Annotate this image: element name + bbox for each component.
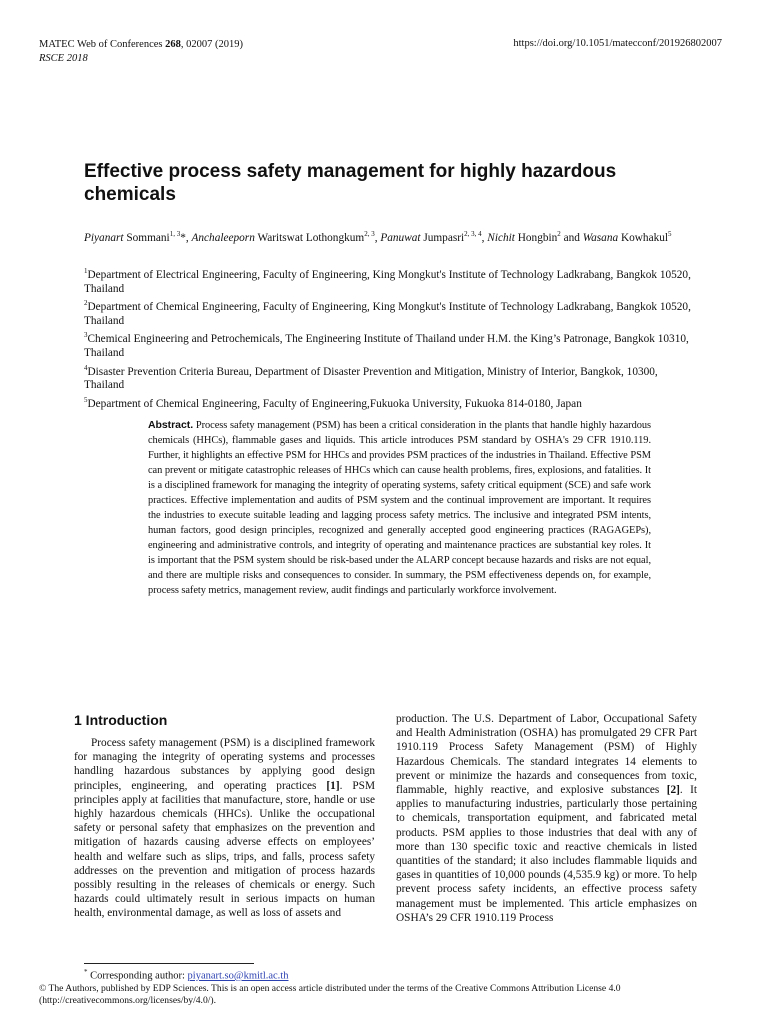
footnote-divider	[84, 963, 254, 964]
citation-link[interactable]: [1]	[326, 779, 340, 792]
citation-link[interactable]: [2]	[666, 784, 680, 797]
author-family-name: Waritswat Lothongkum	[254, 231, 365, 244]
abstract-text: Process safety management (PSM) has been a critical consideration in the plants that handle highly hazardous chemicals (HHCs), flammable gases and liquids. This article introduces PSM standard by OSHA's 29 CFR 1910.119. Further, it highlights an effective PSM for HHCs and provides PSM practices of the industries in Thailand. Effective PSM can prevent or mitigate catastrophic releases of HHCs which can cause health problems, fires, explosions, and fatalities. It is a disciplined framework for managing the integrity of operating systems, safety critical equipment (SCE) and safe work practices. Effective implementation and audits of PSM system and the continual improvement are important. It requires the industries to execute suitable leading and lagging process safety metrics. The inclusive and integrated PSM intents, human factors, good design principles, recognized and generally accepted good engineering practices (RAGAGEPs), engineering and administrative controls, and integrity of operating and maintenance practices are substantial key roles. It is important that the PSM system should be risk-based under the ALARP concept because hazards and risks are not equal, and there are multiple risks and consequences to consider. In summary, the PSM effectiveness depends on, for example, process safety metrics, management review, audit findings and particularly workforce involvement.	[148, 420, 651, 596]
affiliation-item: $^4$Disaster Prevention Criteria Bureau, Department of Disaster Prevention and Mitigation, Ministry of Interior, Bangkok, 10300, Thailand	[84, 363, 658, 392]
volume-number: 268	[165, 39, 181, 50]
conference-subtitle: RSCE 2018	[39, 53, 88, 64]
paper-title: Effective process safety management for highly hazardous chemicals	[84, 161, 617, 205]
author-family-name: Jumpasri	[420, 231, 465, 244]
affiliation-item: $^1$Department of Electrical Engineering, Faculty of Engineering, King Mongkut's Institute of Technology Ladkrabang, Bangkok 10520, Thailand	[84, 267, 691, 295]
license-notice: © The Authors, published by EDP Sciences. This is an open access article distributed under the terms of the Creative Commons Attribution License 4.0 (http://creativecommons.org/licenses/by/4.0/).	[39, 983, 621, 1006]
affiliation-item: $^3$Chemical Engineering and Petrochemicals, The Engineering Institute of Thailand under H.M. the King’s Patronage, Bangkok 10310, Thailand	[84, 331, 689, 360]
abstract-label: Abstract.	[148, 419, 194, 431]
affiliation-list	[84, 264, 700, 411]
affiliation-item: $^5$Department of Chemical Engineering, Faculty of Engineering,Fukuoka University, Fukuoka 814-0180, Japan	[84, 395, 582, 410]
footnote: * Corresponding author: piyanart.so@kmitl.ac.th	[84, 968, 289, 982]
running-header	[39, 38, 243, 66]
author-family-name: Sommani	[123, 231, 170, 244]
left-column	[74, 712, 375, 921]
affiliation-item: $^2$Department of Chemical Engineering, Faculty of Engineering, King Mongkut's Institute of Technology Ladkrabang, Bangkok 10520, Thailand	[84, 299, 691, 328]
author-list: Piyanart Sommani$^{1, 3}$*, Anchaleeporn Waritswat Lothongkum$^{2, 3}$, Panuwat Jumpasri$^{2, 3, 4}$, Nichit Hongbin$^2$ and Wasana Kowhakul$^5$	[84, 230, 672, 244]
body-paragraph: production. The U.S. Department of Labor, Occupational Safety and Health Administration (OSHA) has promulgated 29 CFR Part 1910.119 Process Safety Management (PSM) of Highly Hazardous Chemicals. The standard integrates 14 elements to prevent or minimize the hazards and consequences from toxic, flammable, highly reactive, and explosive substances [2]. It applies to manufacturing industries, particularly those pertaining to chemicals, transportation equipment, and fabricated metal products. PSM applies to those industries that deal with any of more than 130 specific toxic and reactive chemicals in listed quantities of the standard; it also includes flammable liquids and gases in quantities of 10,000 pounds (4,535.9 kg) or more. To help prevent process safety incidents, an effective process safety management must be implemented. This article emphasizes on OSHA’s 29 CFR 1910.119 Process	[396, 713, 697, 924]
author-given-name: Anchaleeporn	[191, 231, 255, 244]
abstract	[148, 418, 651, 598]
conference-line: MATEC Web of Conferences 268, 02007 (2019)	[39, 39, 243, 50]
author-given-name: Nichit	[487, 231, 515, 244]
author-family-name: Kowhakul	[618, 231, 669, 244]
body-paragraph: Process safety management (PSM) is a disciplined framework for managing the integrity of operating systems and processes handling hazardous substances by applying good design principles, engineering, and operating practices [1]. PSM principles apply at facilities that manufacture, store, handle or use highly hazardous chemicals (HHCs). Unlike the occupational safety or personal safety that emphasizes on the prevention and mitigation of hazards causing adverse effects on employees’ health and welfare such as slips, trips, and falls, process safety addresses on the prevention and mitigation of process hazards possibly resulting in the releases of chemicals or energy. Such hazards could ultimately result in serious impacts on human health, environmental damage, as well as loss of assets and	[74, 737, 375, 920]
right-column	[396, 712, 697, 925]
doi-link[interactable]: https://doi.org/10.1051/matecconf/201926802007	[513, 38, 722, 49]
author-family-name: Hongbin	[514, 231, 558, 244]
email-link[interactable]: piyanart.so@kmitl.ac.th	[187, 970, 289, 982]
author-given-name: Panuwat	[380, 231, 421, 244]
author-given-name: Piyanart	[84, 231, 124, 244]
section-heading: 1 Introduction	[74, 712, 168, 728]
author-given-name: Wasana	[582, 231, 619, 244]
